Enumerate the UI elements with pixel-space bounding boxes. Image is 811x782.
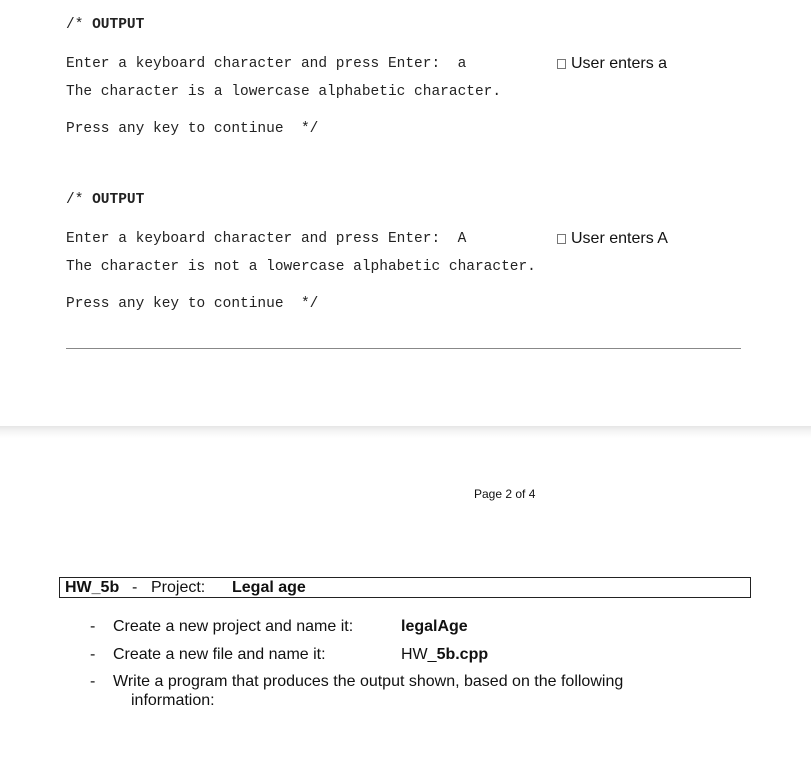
assignment-header-box <box>59 577 751 598</box>
bullet-text: Write a program that produces the output shown, based on the following <box>113 673 624 690</box>
project-label: Project: <box>151 579 206 596</box>
output-header <box>66 17 144 33</box>
checkbox-icon <box>557 59 566 69</box>
user-input-note <box>557 55 667 73</box>
continue-line: Press any key to continue */ <box>66 296 319 312</box>
bullet-text: Create a new file and name it: <box>113 646 326 663</box>
continue-line: Press any key to continue */ <box>66 121 319 137</box>
project-name: Legal age <box>232 579 306 596</box>
bullet-text: Create a new project and name it: <box>113 618 354 635</box>
output-header <box>66 192 144 208</box>
comment-open: /* <box>66 17 84 33</box>
output-label: OUTPUT <box>92 17 145 33</box>
file-name-prefix: HW_ <box>401 646 437 663</box>
comment-open: /* <box>66 192 84 208</box>
page-number: Page 2 of 4 <box>474 487 536 501</box>
file-name-bold: 5b.cpp <box>436 646 489 663</box>
note-text: User enters a <box>571 55 668 72</box>
bullet-dash: - <box>90 646 96 663</box>
header-dash: - <box>132 579 138 596</box>
output-label: OUTPUT <box>92 192 145 208</box>
prompt-line: Enter a keyboard character and press Enter: A <box>66 231 467 247</box>
page-break <box>0 426 811 438</box>
horizontal-rule <box>66 348 741 349</box>
bullet-dash: - <box>90 618 96 635</box>
assignment-id: HW_5b <box>65 579 120 596</box>
file-name-value <box>401 646 488 664</box>
bullet-text-continued: information: <box>131 692 215 709</box>
prompt-line: Enter a keyboard character and press Enter: a <box>66 56 467 72</box>
result-line: The character is not a lowercase alphabetic character. <box>66 259 536 275</box>
note-text: User enters A <box>571 230 668 247</box>
bullet-dash: - <box>90 673 96 690</box>
checkbox-icon <box>557 234 566 244</box>
user-input-note <box>557 230 668 248</box>
result-line: The character is a lowercase alphabetic character. <box>66 84 502 100</box>
project-name-value: legalAge <box>401 618 468 635</box>
